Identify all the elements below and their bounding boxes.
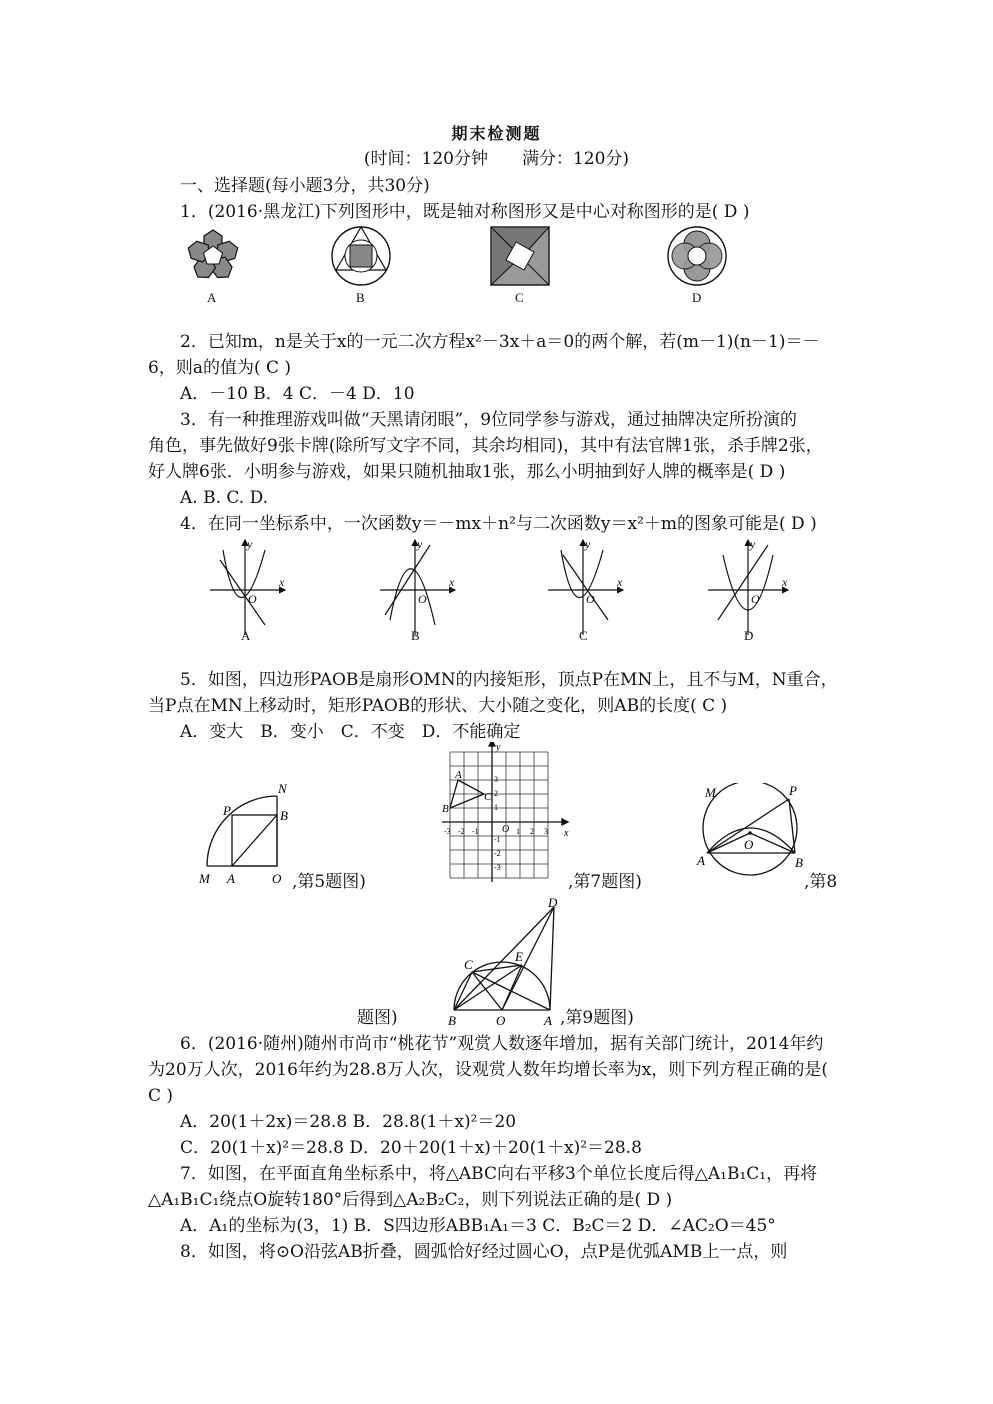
fig8-circle xyxy=(695,783,810,883)
q4-a-axis-y: y xyxy=(247,537,253,551)
q1-figure-d xyxy=(668,227,726,285)
fig9-point-d: D xyxy=(548,895,558,910)
question-5-options: A．变大 B．变小 C．不变 D．不能确定 xyxy=(180,722,521,742)
fig5-point-o: O xyxy=(272,871,282,886)
question-5-line-1: 5．如图，四边形PAOB是扇形OMN的内接矩形，顶点P在MN上，且不与M，N重合， xyxy=(180,670,838,690)
q1-label-d: D xyxy=(692,290,702,305)
q4-d-axis-y: y xyxy=(750,537,756,551)
question-2-line-1: 2．已知m，n是关于x的一元二次方程x²－3x＋a＝0的两个解，若(m－1)(n－1)＝－ xyxy=(180,332,820,352)
fig8-point-m: M xyxy=(705,785,716,800)
fig7-xtick: -2 xyxy=(458,827,465,836)
fig7-ytick: 1 xyxy=(494,803,498,812)
question-5-line-2: 当P点在MN上移动时，矩形PAOB的形状、大小随之变化，则AB的长度( C ) xyxy=(148,696,728,716)
question-1: 1．(2016·黑龙江)下列图形中，既是轴对称图形又是中心对称图形的是( D ) xyxy=(180,202,750,222)
question-6-line-2: 为20万人次，2016年约为28.8万人次，设观赏人数年均增长率为x，则下列方程正确的是( xyxy=(148,1060,828,1080)
q4-b-axis-y: y xyxy=(417,537,423,551)
fig7-point-c: C xyxy=(484,791,492,803)
q1-label-b: B xyxy=(356,290,365,305)
question-8-line-1: 8．如图，将⊙O沿弦AB折叠，圆弧恰好经过圆心O，点P是优弧AMB上一点，则 xyxy=(180,1242,788,1262)
q4-c-axis-x: x xyxy=(617,575,623,589)
question-3-line-1: 3．有一种推理游戏叫做“天黑请闭眼”，9位同学参与游戏，通过抽牌决定所扮演的 xyxy=(180,410,798,430)
fig9-point-e: E xyxy=(515,949,523,964)
q4-graphs xyxy=(200,535,800,645)
fig7-point-a: A xyxy=(455,769,462,781)
fig5-caption: ,第5题图) xyxy=(292,872,366,892)
fig5-point-n: N xyxy=(278,783,287,796)
fig7-ytick: -1 xyxy=(494,835,501,844)
question-2-line-2: 6，则a的值为( C ) xyxy=(148,358,292,378)
fig9-semicircle xyxy=(444,895,564,1030)
q4-c-axis-y: y xyxy=(585,537,591,551)
q1-label-a: A xyxy=(207,290,217,305)
q4-label-b: B xyxy=(411,628,420,643)
fig7-xtick: -1 xyxy=(472,827,479,836)
question-2-options: A．－10 B．4 C．－4 D．10 xyxy=(180,384,415,404)
q1-figure-c xyxy=(491,227,549,285)
question-3-line-3: 好人牌6张．小明参与游戏，如果只随机抽取1张，那么小明抽到好人牌的概率是( D ) xyxy=(148,462,786,482)
q4-graph-d xyxy=(708,537,788,635)
question-6-line-1: 6．(2016·随州)随州市尚市“桃花节”观赏人数逐年增加，据有关部门统计，2014年约 xyxy=(180,1034,824,1054)
fig5-point-p: P xyxy=(223,803,231,818)
question-7-line-2: △A₁B₁C₁绕点O旋转180°后得到△A₂B₂C₂，则下列说法正确的是( D ) xyxy=(148,1190,673,1210)
question-7-options: A．A₁的坐标为(3，1) B．S四边形ABB₁A₁＝3 C．B₂C＝2 D．∠AC₂O＝45° xyxy=(180,1216,776,1236)
q4-d-axis-x: x xyxy=(782,575,788,589)
q4-label-a: A xyxy=(241,628,251,643)
q1-figure-a xyxy=(185,230,240,282)
fig7-origin: O xyxy=(502,824,510,835)
fig8-point-p: P xyxy=(789,783,797,798)
question-3-line-2: 角色，事先做好9张卡牌(除所写文字不同，其余均相同)，其中有法官牌1张，杀手牌2张， xyxy=(148,436,823,456)
fig9-point-o: O xyxy=(496,1013,506,1028)
q4-graph-b xyxy=(380,537,455,635)
q4-graph-a xyxy=(210,537,285,635)
fig9-caption: ,第9题图) xyxy=(560,1008,634,1028)
fig7-ytick: -2 xyxy=(494,849,501,858)
q1-figures xyxy=(170,222,740,310)
fig7-caption: ,第7题图) xyxy=(568,872,642,892)
question-4: 4．在同一坐标系中，一次函数y＝－mx＋n²与二次函数y＝x²＋m的图象可能是( D ) xyxy=(180,514,817,534)
section-heading: 一、选择题(每小题3分，共30分) xyxy=(180,176,430,196)
fig7-ytick: 3 xyxy=(494,775,498,784)
fig5-point-a: A xyxy=(227,871,235,886)
q4-a-origin: O xyxy=(248,592,257,606)
q4-b-axis-x: x xyxy=(449,575,455,589)
q4-graph-c xyxy=(548,537,623,635)
fig8-caption-a: ,第8 xyxy=(804,872,838,892)
fig5-point-b: B xyxy=(280,808,288,823)
fig9-point-a: A xyxy=(544,1013,552,1028)
q4-b-origin: O xyxy=(418,592,427,606)
fig5-sector xyxy=(195,783,305,893)
fig7-ytick: -3 xyxy=(494,863,501,872)
fig7-axis-x: x xyxy=(564,828,569,839)
question-6-options-ab: A．20(1＋2x)＝28.8 B．28.8(1＋x)²＝20 xyxy=(180,1112,517,1132)
fig7-xtick: 2 xyxy=(530,827,534,836)
q4-label-c: C xyxy=(579,628,588,643)
page-title: 期末检测题 xyxy=(451,124,542,143)
q1-label-c: C xyxy=(515,290,524,305)
fig5-point-m: M xyxy=(199,871,210,886)
fig9-point-b: B xyxy=(448,1013,456,1028)
fig8-caption-b: 题图) xyxy=(357,1008,398,1028)
q1-figure-b xyxy=(332,227,390,285)
q4-d-origin: O xyxy=(751,592,760,606)
fig9-point-c: C xyxy=(464,957,473,972)
q4-c-origin: O xyxy=(586,592,595,606)
fig7-axis-y: y xyxy=(496,742,501,753)
fig7-xtick: -3 xyxy=(444,827,451,836)
fig8-point-b: B xyxy=(795,855,803,870)
question-6-options-cd: C．20(1＋x)²＝28.8 D．20＋20(1＋x)＋20(1＋x)²＝28.8 xyxy=(180,1138,642,1158)
fig7-xtick: 1 xyxy=(516,827,520,836)
question-6-line-3: C ) xyxy=(148,1086,174,1106)
question-3-options: A. B. C. D. xyxy=(180,488,269,508)
question-7-line-1: 7．如图，在平面直角坐标系中，将△ABC向右平移3个单位长度后得△A₁B₁C₁，再将 xyxy=(180,1164,818,1184)
fig7-grid xyxy=(436,742,572,887)
fig8-point-o: O xyxy=(744,837,754,852)
fig7-point-b: B xyxy=(442,803,449,815)
q4-a-axis-x: x xyxy=(279,575,285,589)
fig7-xtick: 3 xyxy=(544,827,548,836)
fig8-point-a: A xyxy=(697,853,705,868)
q4-label-d: D xyxy=(744,628,754,643)
fig7-ytick: 2 xyxy=(494,789,498,798)
exam-info: (时间：120分钟 满分：120分) xyxy=(363,149,630,169)
